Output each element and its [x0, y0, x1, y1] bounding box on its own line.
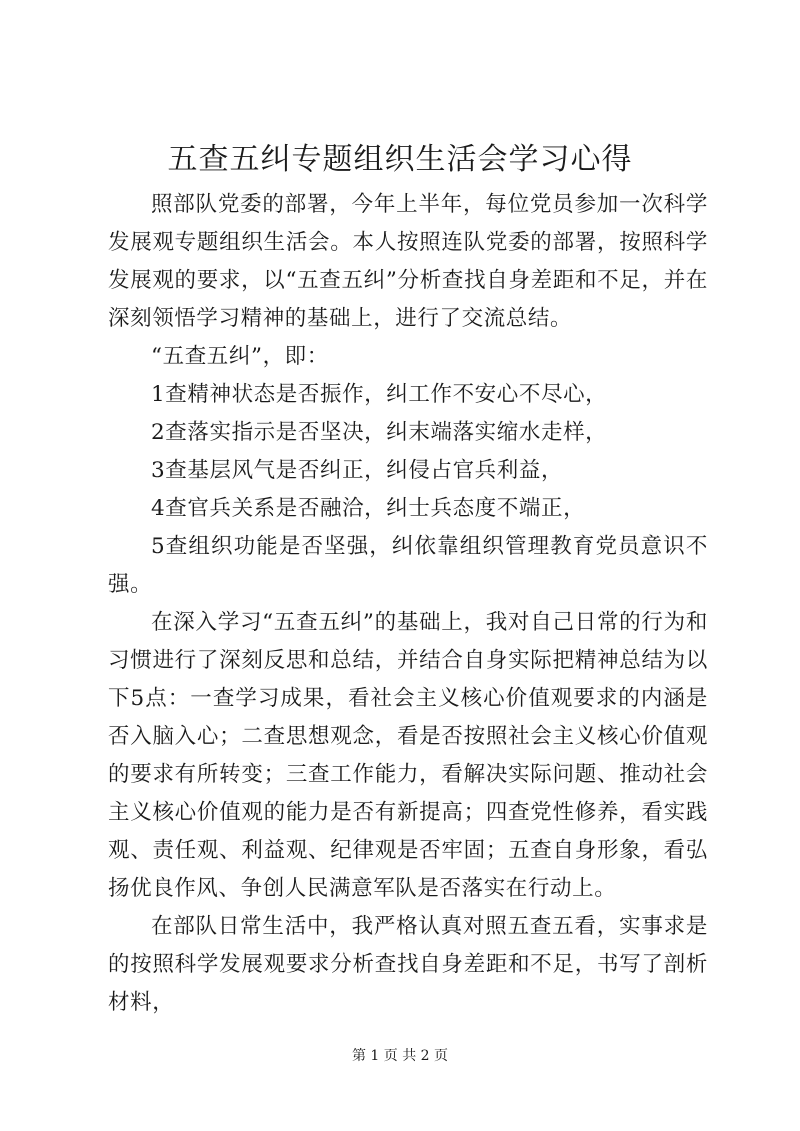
- paragraph-five-checks-heading: “五查五纠”，即：: [151, 344, 329, 369]
- list-item-check-4: 4查官兵关系是否融洽，纠士兵态度不端正，: [151, 496, 586, 521]
- list-item-check-2: 2查落实指示是否坚决，纠末端落实缩水走样，: [151, 420, 608, 445]
- document-body: [108, 186, 708, 1022]
- list-item-check-1: 1查精神状态是否振作，纠工作不安心不尽心，: [151, 382, 608, 407]
- page-number-footer: 第 1 页 共 2 页: [351, 1048, 449, 1064]
- document-title: 五查五纠专题组织生活会学习心得: [167, 142, 633, 177]
- paragraph-intro: 照部队党委的部署，今年上半年，每位党员参加一次科学发展观专题组织生活会。本人按照连队党委的部署，按照科学发展观的要求，以“五查五纠”分析查找自身差距和不足，并在深刻领悟学习精神的基础上，进行了交流总结。: [108, 192, 708, 331]
- paragraph-daily-life: 在部队日常生活中，我严格认真对照五查五看，实事求是的按照科学发展观要求分析查找自身差距和不足，书写了剖析材料，: [108, 914, 708, 1015]
- list-item-check-3: 3查基层风气是否纠正，纠侵占官兵利益，: [151, 458, 564, 483]
- list-item-check-5: 5查组织功能是否坚强，纠依靠组织管理教育党员意识不强。: [108, 534, 708, 597]
- paragraph-reflection: 在深入学习“五查五纠”的基础上，我对自己日常的行为和习惯进行了深刻反思和总结，并结合自身实际把精神总结为以下5点：一查学习成果，看社会主义核心价值观要求的内涵是否入脑入心；二查思想观念，看是否按照社会主义核心价值观的要求有所转变；三查工作能力，看解决实际问题、推动社会主义核心价值观的能力是否有新提高；四查党性修养，看实践观、责任观、利益观、纪律观是否牢固；五查自身形象，看弘扬优良作风、争创人民满意军队是否落实在行动上。: [108, 610, 708, 901]
